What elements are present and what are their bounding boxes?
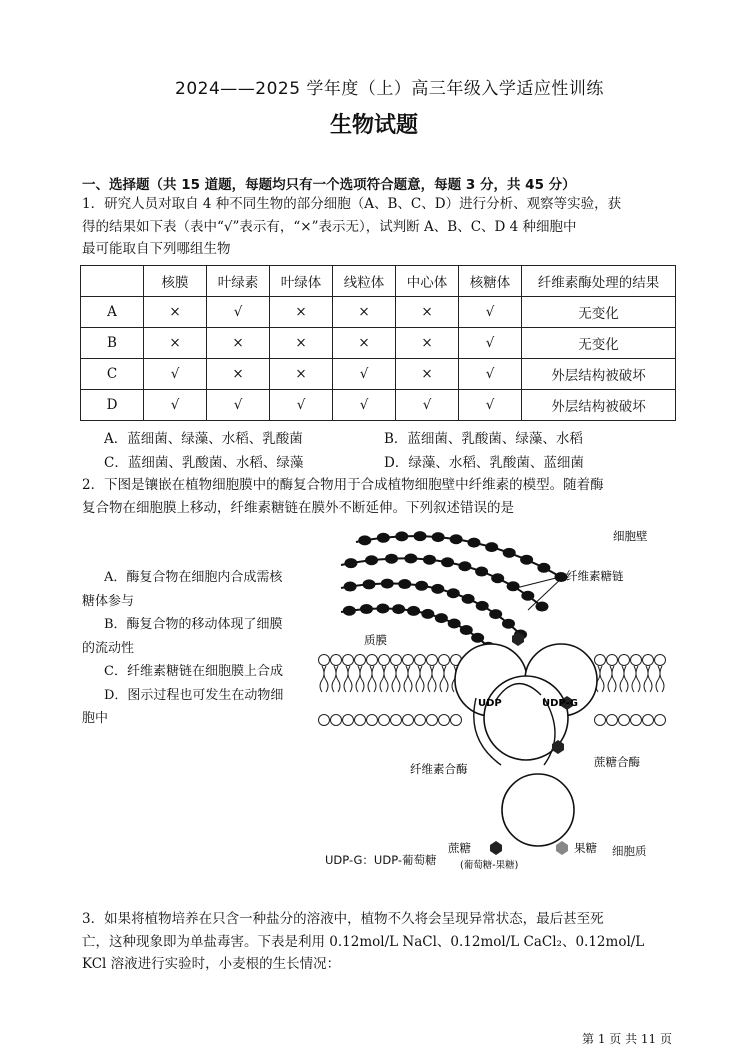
lipid-head — [619, 715, 630, 726]
label-cellulose-synthase: 纤维素合酶 — [410, 762, 468, 776]
chain-bead — [521, 591, 534, 601]
table-cell: × — [207, 328, 270, 359]
text-line: 亡，这种现象即为单盐毒害。下表是利用 0.12mol/L NaCl、0.12mol/L CaCl₂、0.12mol/L — [82, 933, 645, 950]
table-cell: × — [144, 328, 207, 359]
enzyme-complex — [455, 644, 597, 846]
q1-option-a: A．蓝细菌、绿藻、水稻、乳酸菌 — [104, 431, 303, 447]
lipid-tail — [656, 666, 664, 692]
chain-bead — [344, 558, 357, 568]
chain-bead — [458, 561, 471, 571]
table-cell: D — [81, 390, 144, 421]
chain-bead — [460, 625, 473, 635]
question-2-options — [82, 566, 314, 731]
table-row — [81, 328, 676, 359]
chain-bead — [423, 555, 436, 565]
q2-option-d-cont: 胞中 — [82, 711, 109, 726]
q2-option-c: C．纤维素糖链在细胞膜上合成 — [104, 664, 283, 679]
lipid-head — [319, 715, 330, 726]
table-row — [81, 390, 676, 421]
table-cell: 无变化 — [522, 328, 676, 359]
chain-bead — [475, 567, 488, 577]
table-cell: √ — [333, 359, 396, 390]
chain-bead — [392, 604, 405, 614]
chain-bead — [537, 563, 550, 573]
lipid-tail — [416, 666, 424, 692]
q1-option-c: C．蓝细菌、乳酸菌、水稻、绿藻 — [104, 455, 304, 471]
cell-comparison-table — [80, 265, 676, 421]
figure-legend: UDP-G：UDP-葡萄糖 — [325, 853, 437, 867]
table-cell: × — [396, 328, 459, 359]
chain-bead — [441, 557, 454, 567]
chain-bead — [450, 534, 463, 544]
text-line: 2．下图是镶嵌在植物细胞膜中的酶复合物用于合成植物细胞壁中纤维素的模型。随着酶 — [82, 477, 604, 493]
lipid-tail — [332, 666, 340, 692]
header-cell: 核膜 — [144, 266, 207, 297]
chain-bead — [365, 555, 378, 565]
subject-title: 生物试题 — [330, 113, 419, 138]
header-cell: 叶绿素 — [207, 266, 270, 297]
lipid-tail — [632, 666, 640, 692]
lipid-head — [631, 655, 642, 666]
lipid-tail — [620, 666, 628, 692]
lipid-head — [331, 655, 342, 666]
lipid-head — [427, 715, 438, 726]
question-2-text — [82, 474, 604, 519]
chain-bead — [535, 602, 548, 612]
header-cell — [81, 266, 144, 297]
chain-bead — [467, 538, 480, 548]
chain-bead — [381, 579, 394, 589]
lipid-head — [415, 655, 426, 666]
label-fructose: 果糖 — [574, 841, 597, 855]
section-heading: 一、选择题（共 15 道题，每题均只有一个选项符合题意，每题 3 分，共 45 分） — [82, 177, 576, 193]
lipid-tail — [356, 666, 364, 692]
chain-bead — [407, 606, 420, 616]
chain-bead — [363, 579, 376, 589]
header-cell: 叶绿体 — [270, 266, 333, 297]
text-line: 1．研究人员对取自 4 种不同生物的部分细胞（A、B、C、D）进行分析、观察等实验，获 — [82, 196, 622, 212]
table-cell: × — [333, 297, 396, 328]
q2-option-b-cont: 的流动性 — [82, 640, 135, 656]
lipid-tail — [344, 666, 352, 692]
header-cell: 纤维素酶处理的结果 — [522, 266, 676, 297]
table-cell: × — [270, 297, 333, 328]
lipid-head — [403, 655, 414, 666]
chain-bead — [421, 609, 434, 619]
text-line: 3．如果将植物培养在只含一种盐分的溶液中，植物不久将会呈现异常状态，最后甚至死 — [82, 911, 604, 927]
q2-option-d: D．图示过程也可发生在动物细 — [104, 687, 284, 703]
chain-bead — [360, 604, 373, 614]
chain-bead — [398, 579, 411, 589]
lipid-head — [331, 715, 342, 726]
lipid-head — [619, 655, 630, 666]
lipid-head — [367, 655, 378, 666]
label-udp: UDP — [478, 698, 502, 709]
table-cell: × — [396, 297, 459, 328]
table-cell: √ — [144, 390, 207, 421]
chain-bead — [435, 613, 448, 623]
table-cell: A — [81, 297, 144, 328]
label-cell-wall: 细胞壁 — [613, 529, 648, 543]
chain-bead — [507, 581, 520, 591]
lipid-head — [343, 715, 354, 726]
table-cell: √ — [459, 390, 522, 421]
table-row — [81, 297, 676, 328]
chain-bead — [414, 531, 427, 541]
chain-bead — [448, 618, 461, 628]
table-cell: √ — [333, 390, 396, 421]
table-cell: √ — [396, 390, 459, 421]
lipid-head — [403, 715, 414, 726]
lipid-tail — [392, 666, 400, 692]
q1-option-d: D．绿藻、水稻、乳酸菌、蓝细菌 — [384, 455, 584, 471]
lipid-head — [607, 715, 618, 726]
chain-bead — [447, 588, 460, 598]
lipid-head — [655, 715, 666, 726]
lipid-head — [595, 655, 606, 666]
table-cell: √ — [459, 359, 522, 390]
text-line: 复合物在细胞膜上移动，纤维素糖链在膜外不断延伸。下列叙述错误的是 — [82, 499, 514, 516]
lipid-tail — [428, 666, 436, 692]
label-plasma-membrane: 质膜 — [364, 633, 387, 647]
lipid-head — [379, 655, 390, 666]
lipid-head — [391, 715, 402, 726]
table-cell: √ — [207, 390, 270, 421]
chain-bead — [471, 633, 484, 643]
label-sucrose-note: (葡萄糖-果糖) — [460, 860, 519, 870]
lipid-tail — [380, 666, 388, 692]
chain-bead — [485, 542, 498, 552]
table-cell: × — [270, 328, 333, 359]
q2-option-b: B．酶复合物的移动体现了细膜 — [104, 617, 283, 632]
label-cellulose-chain: 纤维素糖链 — [566, 569, 624, 583]
lipid-head — [379, 715, 390, 726]
lipid-head — [355, 655, 366, 666]
label-sucrose-synthase: 蔗糖合酶 — [594, 755, 640, 769]
table-cell: √ — [270, 390, 333, 421]
lipid-head — [439, 715, 450, 726]
table-cell: √ — [459, 328, 522, 359]
lipid-head — [343, 655, 354, 666]
header-cell: 线粒体 — [333, 266, 396, 297]
lipid-tail — [644, 666, 652, 692]
text-line: 最可能取自下列哪组生物 — [82, 241, 231, 257]
table-cell: × — [207, 359, 270, 390]
exam-title: 2024——2025 学年度（上）高三年级入学适应性训练 — [175, 79, 604, 99]
table-cell: 外层结构被破坏 — [522, 359, 676, 390]
chain-bead — [502, 619, 515, 629]
q1-option-b: B．蓝细菌、乳酸菌、绿藻、水稻 — [384, 431, 583, 447]
lipid-head — [367, 715, 378, 726]
lipid-head — [595, 715, 606, 726]
chain-bead — [462, 594, 475, 604]
chain-bead — [491, 573, 504, 583]
table-cell: √ — [144, 359, 207, 390]
table-cell: B — [81, 328, 144, 359]
enzyme-complex-diagram — [316, 520, 678, 870]
lipid-head — [415, 715, 426, 726]
label-sucrose: 蔗糖 — [448, 841, 471, 855]
header-cell: 中心体 — [396, 266, 459, 297]
page-number: 第 1 页 共 11 页 — [582, 1032, 672, 1046]
chain-bead — [344, 582, 357, 592]
table-cell: × — [396, 359, 459, 390]
chain-bead — [432, 532, 445, 542]
chain-bead — [377, 533, 390, 543]
table-row — [81, 359, 676, 390]
chain-bead — [520, 555, 533, 565]
chain-bead — [431, 584, 444, 594]
lipid-tail — [320, 666, 328, 692]
q2-option-a-cont: 糖体参与 — [82, 593, 135, 609]
chain-bead — [476, 601, 489, 611]
chain-bead — [503, 548, 516, 558]
text-line: 得的结果如下表（表中“√”表示有，“×”表示无），试判断 A、B、C、D 4 种细胞中 — [82, 218, 577, 235]
label-udp-g: UDP-G — [542, 698, 578, 709]
table-cell: 外层结构被破坏 — [522, 390, 676, 421]
q2-option-a: A．酶复合物在细胞内合成需核 — [104, 570, 283, 585]
header-cell: 核糖体 — [459, 266, 522, 297]
lipid-head — [607, 655, 618, 666]
chain-bead — [343, 606, 356, 616]
text-line: KCl 溶液进行实验时，小麦根的生长情况： — [82, 956, 341, 972]
lipid-head — [427, 655, 438, 666]
lipid-head — [631, 715, 642, 726]
label-cytoplasm: 细胞质 — [612, 844, 647, 858]
lipid-head — [643, 655, 654, 666]
lipid-head — [355, 715, 366, 726]
lipid-head — [451, 715, 462, 726]
table-cell: × — [333, 328, 396, 359]
lipid-tail — [368, 666, 376, 692]
table-cell: × — [270, 359, 333, 390]
lipid-head — [655, 655, 666, 666]
table-cell: × — [144, 297, 207, 328]
chain-bead — [404, 554, 417, 564]
lipid-tail — [404, 666, 412, 692]
lipid-head — [643, 715, 654, 726]
table-cell: 无变化 — [522, 297, 676, 328]
table-cell: √ — [207, 297, 270, 328]
chain-bead — [358, 535, 371, 545]
table-cell: √ — [459, 297, 522, 328]
question-3-text — [82, 908, 644, 976]
question-1-text — [82, 193, 621, 261]
lipid-head — [319, 655, 330, 666]
chain-bead — [415, 581, 428, 591]
lipid-head — [439, 655, 450, 666]
table-cell: C — [81, 359, 144, 390]
chain-bead — [376, 603, 389, 613]
table-header-row — [81, 266, 676, 297]
chain-bead — [385, 554, 398, 564]
lipid-tail — [440, 666, 448, 692]
lipid-tail — [608, 666, 616, 692]
chain-bead — [489, 609, 502, 619]
chain-bead — [395, 531, 408, 541]
lipid-head — [391, 655, 402, 666]
